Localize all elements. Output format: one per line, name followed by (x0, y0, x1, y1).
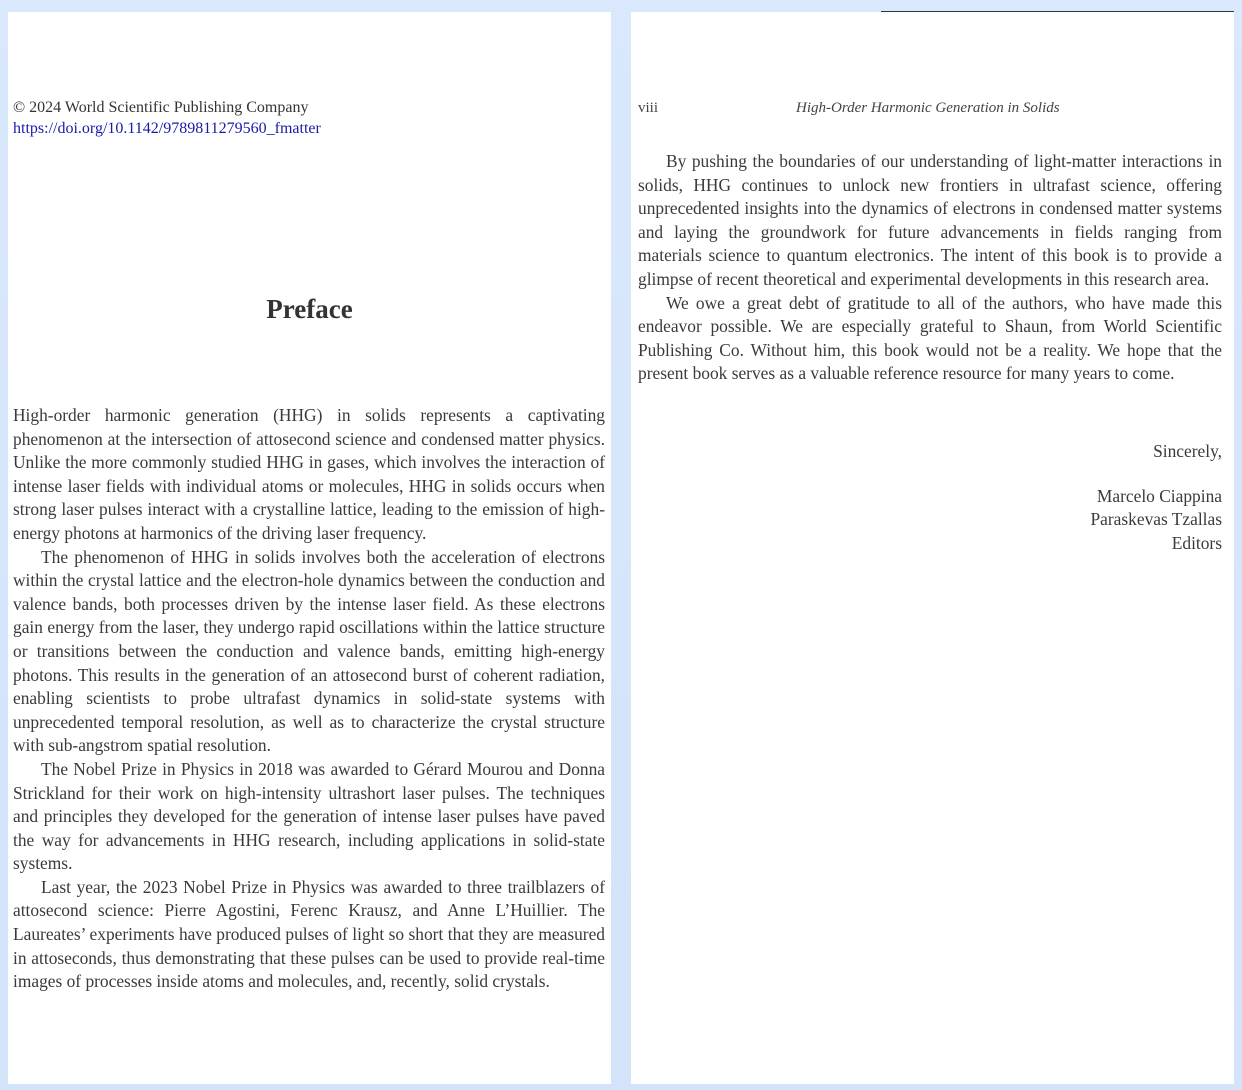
copyright-notice (13, 97, 321, 139)
preface-body-right (638, 150, 1222, 386)
closing: Sincerely, (1153, 441, 1222, 461)
paragraph: The phenomenon of HHG in solids involves both the acceleration of electrons within the crystal lattice and the electron-hole dynamics between the conduction and valence bands, both processes driven by the intense laser field. As these electrons gain energy from the laser, they undergo rapid oscillations within the lattice structure or transitions between the conduction and valence bands, emitting high-energy photons. This results in the generation of an attosecond burst of coherent radiation, enabling scientists to probe ultrafast dynamics in solid-state systems with unprecedented temporal resolution, as well as to characterize the crystal structure with sub-angstrom spatial resolution. (13, 546, 605, 756)
chapter-title: Preface (266, 294, 353, 324)
preface-body-left (13, 404, 605, 994)
signatory-role: Editors (1171, 532, 1222, 553)
page-left (8, 12, 611, 1084)
page-number: viii (638, 100, 659, 116)
signatory: Paraskevas Tzallas (1090, 509, 1222, 530)
paragraph: By pushing the boundaries of our understanding of light-matter interactions in solids, HHG continues to unlock new frontiers in ultrafast science, offering unprecedented insights into the dynamics of electrons in condensed matter systems and laying the groundwork for future advancements in fields ranging from materials science to quantum electronics. The intent of this book is to provide a glimpse of recent theoretical and experimental developments in this research area. (638, 151, 1222, 289)
signatory: Marcelo Ciappina (1096, 485, 1222, 506)
doi-link[interactable]: https://doi.org/10.1142/9789811279560_fmatter (13, 120, 321, 137)
paragraph: The Nobel Prize in Physics in 2018 was awarded to Gérard Mourou and Donna Strickland for their work on high-intensity ultrashort laser pulses. The techniques and principles they developed for the generation of intense laser pulses have paved the way for advancements in HHG research, including applications in solid-state systems. (13, 758, 605, 874)
page-top-rule (881, 11, 1234, 12)
paragraph: High-order harmonic generation (HHG) in solids represents a captivating phenomenon at the intersection of attosecond science and condensed matter physics. Unlike the more commonly studied HHG in gases, which involves the interaction of intense laser fields with individual atoms or molecules, HHG in solids occurs when strong laser pulses interact with a crystalline lattice, leading to the emission of high-energy photons at harmonics of the driving laser frequency. (13, 405, 605, 543)
signoff (1090, 440, 1222, 555)
copyright-line: © 2024 World Scientific Publishing Company (13, 99, 309, 116)
paragraph: Last year, the 2023 Nobel Prize in Physics was awarded to three trailblazers of attosecond science: Pierre Agostini, Ferenc Krausz, and Anne L’Huillier. The Laureates’ experiments have produced pulses of light so short that they are measured in attoseconds, thus demonstrating that these pulses can be used to provide real-time images of processes inside atoms and molecules, and, recently, solid crystals. (13, 876, 605, 992)
running-title: High-Order Harmonic Generation in Solids (796, 100, 1060, 116)
page-right (631, 12, 1234, 1084)
paragraph: We owe a great debt of gratitude to all of the authors, who have made this endeavor possible. We are especially grateful to Shaun, from World Scientific Publishing Co. Without him, this book would not be a reality. We hope that the present book serves as a valuable reference resource for many years to come. (638, 292, 1222, 384)
